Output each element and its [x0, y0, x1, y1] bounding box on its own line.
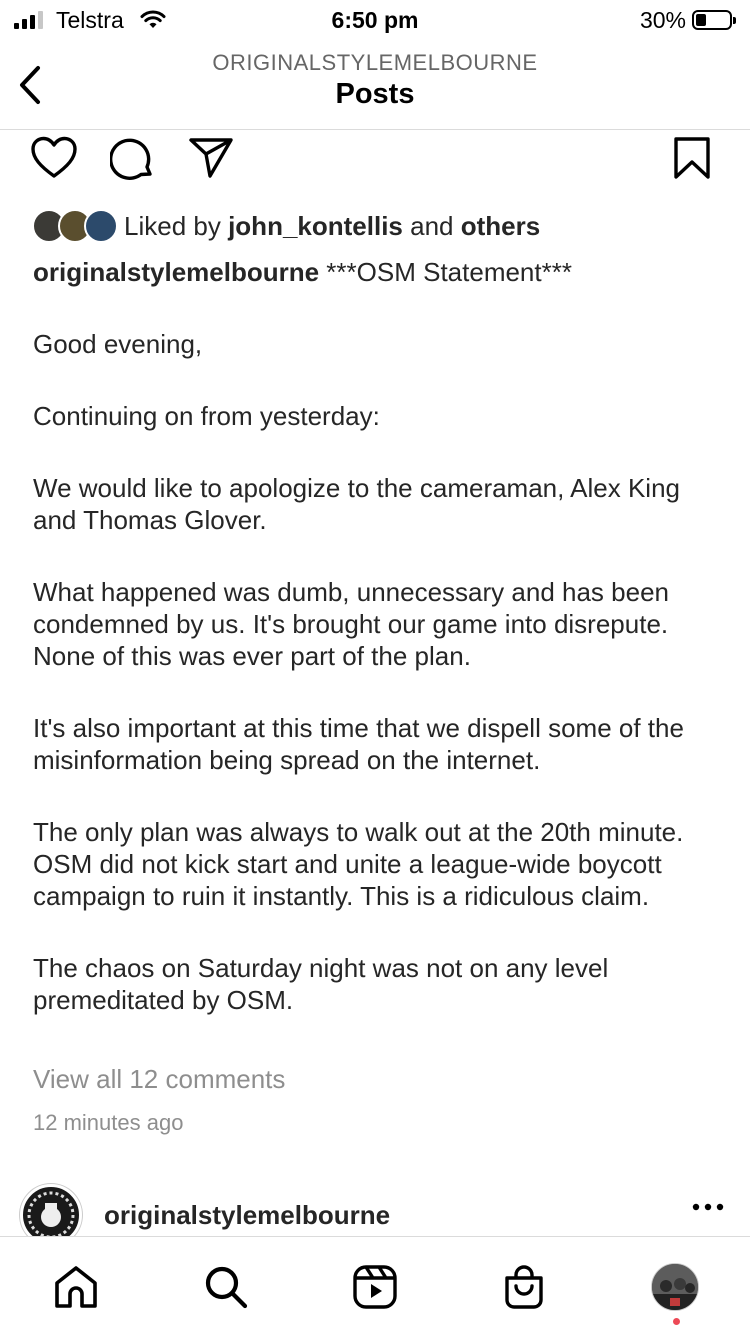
likes-summary[interactable] — [32, 206, 540, 246]
caption-paragraph: The only plan was always to walk out at the 20th minute. OSM did not kick start and unite a league-wide boycott campaign to ruin it instantly. This is a ridiculous claim. — [33, 817, 684, 911]
search-icon — [203, 1264, 249, 1310]
caption-paragraph: The chaos on Saturday night was not on any level premeditated by OSM. — [33, 953, 609, 1015]
battery-icon — [692, 10, 732, 30]
caption-paragraph: We would like to apologize to the cameraman, Alex King and Thomas Glover. — [33, 473, 680, 535]
post-caption — [33, 256, 723, 1016]
more-dots-icon[interactable] — [692, 1202, 724, 1212]
battery-fill — [696, 14, 706, 26]
battery-percent: 30% — [639, 7, 686, 33]
heart-icon[interactable] — [30, 136, 78, 180]
tab-profile[interactable] — [649, 1261, 701, 1313]
caption-paragraph: It's also important at this time that we dispell some of the misinformation being spread on the internet. — [33, 713, 684, 775]
tab-home[interactable] — [50, 1261, 102, 1313]
caption-paragraph: Continuing on from yesterday: — [33, 401, 380, 431]
post-timestamp: 12 minutes ago — [33, 1110, 184, 1135]
clock: 6:50 pm — [331, 7, 419, 33]
liker-username[interactable]: john_kontellis — [228, 210, 403, 241]
shop-icon — [501, 1264, 547, 1310]
liker-avatars — [32, 209, 124, 243]
send-icon[interactable] — [188, 136, 234, 180]
caption-username[interactable]: originalstylemelbourne — [33, 257, 320, 287]
tab-shop[interactable] — [498, 1261, 550, 1313]
caption-headline: ***OSM Statement*** — [319, 257, 572, 287]
likes-text: Liked by john_kontellis and others — [124, 210, 541, 241]
posts-header — [0, 44, 750, 130]
post-actions — [0, 132, 750, 184]
caption-paragraph: What happened was dumb, unnecessary and has been condemned by us. It's brought our game into disrepute. None of this was ever part of the plan. — [33, 577, 669, 671]
page-title: Posts — [335, 78, 415, 110]
avatar — [84, 209, 118, 243]
bookmark-icon[interactable] — [672, 136, 712, 180]
view-comments-link[interactable]: View all 12 comments — [33, 1064, 286, 1094]
home-icon — [53, 1264, 99, 1310]
caption-paragraph: Good evening, — [33, 329, 203, 359]
reels-icon — [352, 1264, 398, 1310]
comment-icon[interactable] — [110, 136, 156, 182]
likes-others[interactable]: others — [460, 210, 541, 241]
carrier-name: Telstra — [56, 7, 124, 33]
status-bar — [0, 0, 750, 44]
profile-avatar — [651, 1263, 699, 1311]
next-post-header — [0, 1184, 750, 1240]
club-logo-icon — [23, 1187, 79, 1243]
notification-dot — [673, 1318, 680, 1325]
tab-search[interactable] — [200, 1261, 252, 1313]
header-account-name: ORIGINALSTYLEMELBOURNE — [212, 50, 538, 75]
next-post-username[interactable]: originalstylemelbourne — [104, 1200, 391, 1230]
bottom-tab-bar — [0, 1236, 750, 1334]
tab-reels[interactable] — [349, 1261, 401, 1313]
